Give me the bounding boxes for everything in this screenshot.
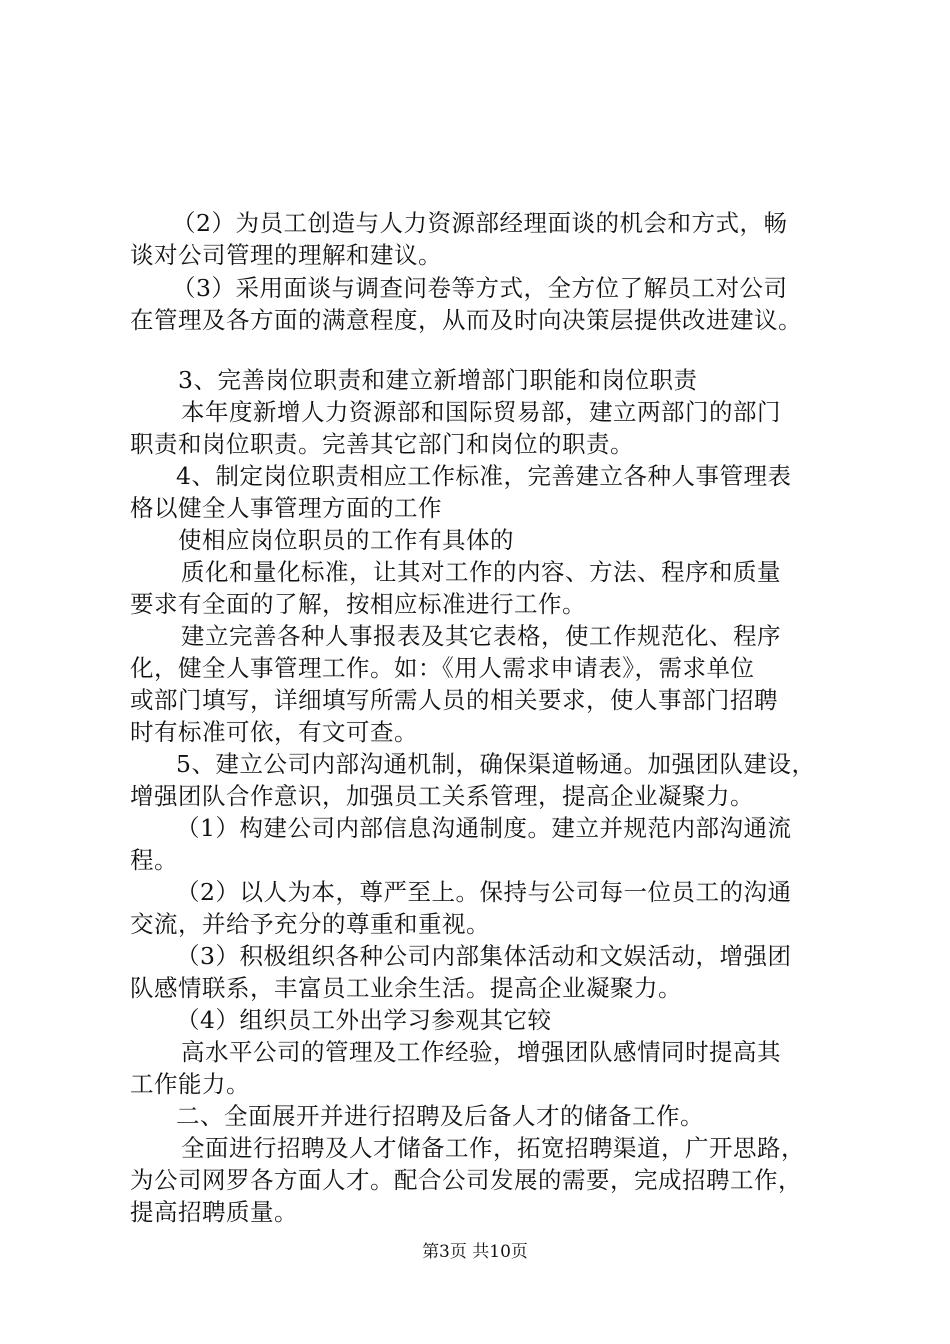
text-line: 化，健全人事管理工作。如：《用人需求申请表》，需求单位 [130,654,755,682]
text-line: （3）采用面谈与调查问卷等方式，全方位了解员工对公司 [172,274,788,302]
text-line: 工作能力。 [130,1070,250,1098]
text-line: 高水平公司的管理及工作经验，增强团队感情同时提高其 [181,1038,781,1066]
text-line: 使相应岗位职员的工作有具体的 [178,526,514,554]
text-line: 交流，并给予充分的尊重和重视。 [130,910,490,938]
text-line: （2）为员工创造与人力资源部经理面谈的机会和方式，畅 [172,209,788,237]
section-heading: 5、建立公司内部沟通机制，确保渠道畅通。加强团队建设， [176,750,816,778]
text-line: 队感情联系，丰富员工业余生活。提高企业凝聚力。 [130,974,682,1002]
text-line: 全面进行招聘及人才储备工作，拓宽招聘渠道，广开思路， [181,1134,805,1162]
text-line: （3）积极组织各种公司内部集体活动和文娱活动，增强团 [176,942,792,970]
text-line: 本年度新增人力资源部和国际贸易部，建立两部门的部门 [181,398,781,426]
text-line: 或部门填写，详细填写所需人员的相关要求，使人事部门招聘 [130,686,778,714]
text-line: 为公司网罗各方面人才。配合公司发展的需要，完成招聘工作， [130,1166,802,1194]
section-heading: 4、制定岗位职责相应工作标准，完善建立各种人事管理表 [176,462,792,490]
text-line: （1）构建公司内部信息沟通制度。建立并规范内部沟通流 [176,814,792,842]
text-line: 时有标准可依，有文可查。 [130,718,418,746]
section-heading: 3、完善岗位职责和建立新增部门职能和岗位职责 [178,366,698,394]
text-line: 建立完善各种人事报表及其它表格，使工作规范化、程序 [181,622,781,650]
text-line: 谈对公司管理的理解和建议。 [130,241,442,269]
text-line: 质化和量化标准，让其对工作的内容、方法、程序和质量 [181,558,781,586]
text-line: 提高招聘质量。 [130,1198,298,1226]
text-line: （4）组织员工外出学习参观其它较 [176,1006,552,1034]
text-line: 增强团队合作意识，加强员工关系管理，提高企业凝聚力。 [130,782,754,810]
text-line: 要求有全面的了解，按相应标准进行工作。 [130,590,586,618]
text-line: 格以健全人事管理方面的工作 [130,494,442,522]
text-line: 程。 [130,846,178,874]
text-line: 职责和岗位职责。完善其它部门和岗位的职责。 [130,430,634,458]
text-line: 在管理及各方面的满意程度，从而及时向决策层提供改进建议。 [130,306,802,334]
text-line: （2）以人为本，尊严至上。保持与公司每一位员工的沟通 [176,878,792,906]
page-number-footer: 第3页 共10页 [422,1242,528,1262]
section-heading: 二、全面展开并进行招聘及后备人才的储备工作。 [176,1102,704,1130]
